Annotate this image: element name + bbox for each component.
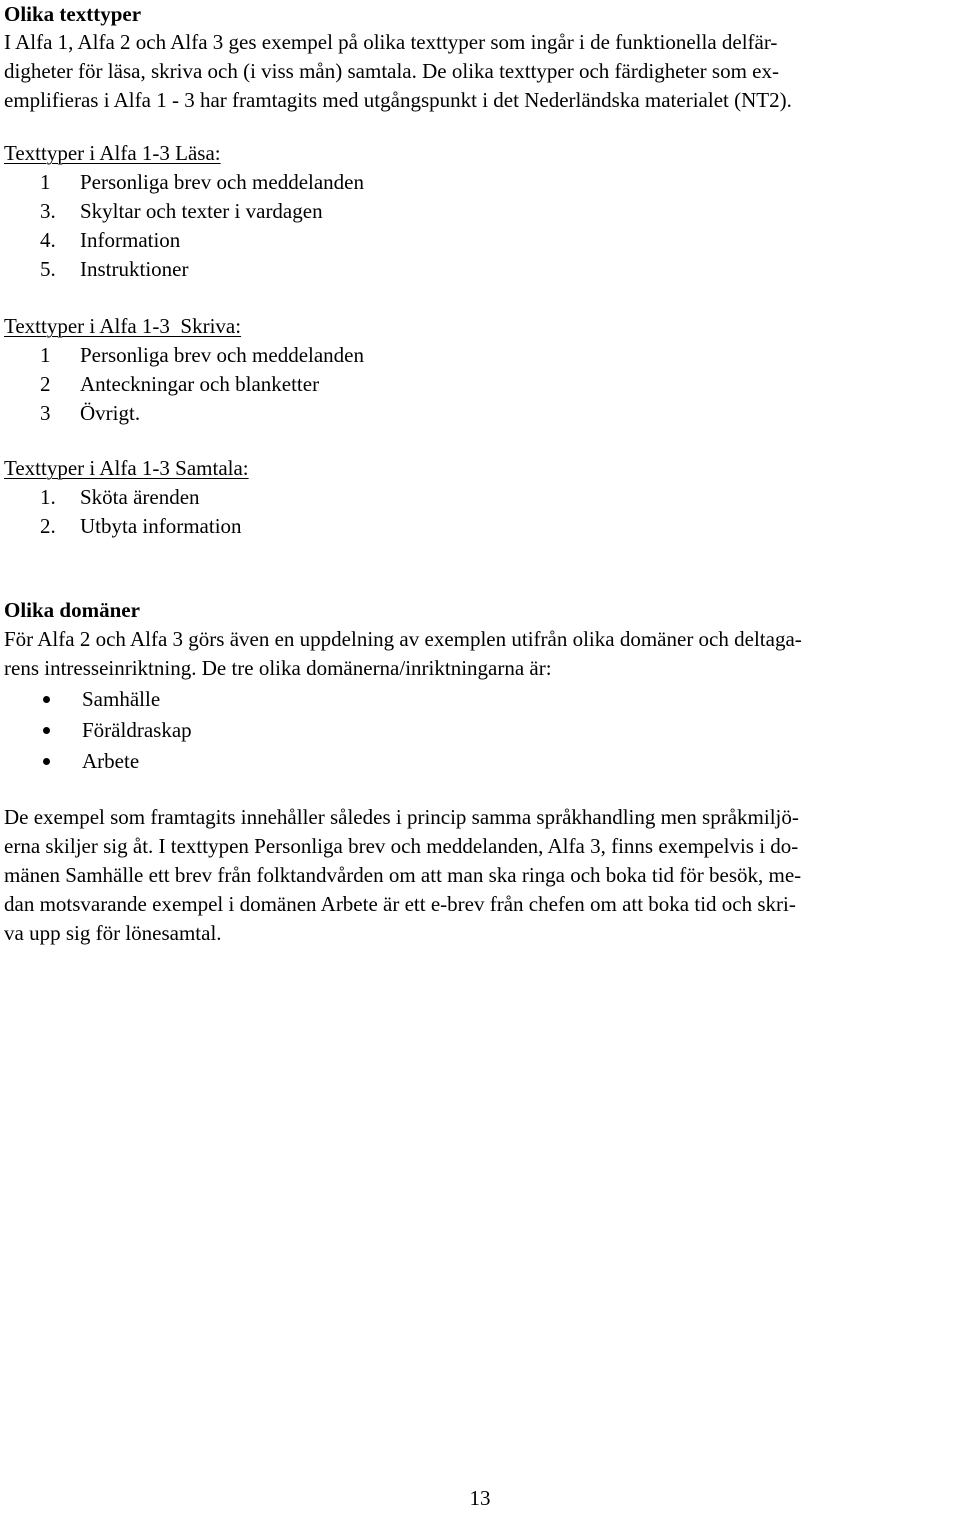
list-item [4,370,954,399]
bullet-text: Föräldraskap [82,718,192,742]
list-text: Skyltar och texter i vardagen [80,199,323,223]
domaner-intro-paragraph [4,625,954,683]
bullet-icon [43,696,50,703]
list-number: 2. [40,514,56,538]
list-item [4,168,954,197]
list-item [4,512,954,541]
list-item [4,226,954,255]
page-number: 13 [469,1486,491,1510]
list-text: Övrigt. [80,401,141,425]
intro-line: emplifieras i Alfa 1 - 3 har framtagits med utgångspunkt i det Nederländska materialet (NT2). [4,88,792,112]
bullet-icon [43,758,50,765]
closing-paragraph [4,803,954,948]
skriva-list [4,341,954,428]
samtala-list [4,483,954,541]
section-heading-texttyper: Olika texttyper [4,2,142,26]
intro-line: I Alfa 1, Alfa 2 och Alfa 3 ges exempel på olika texttyper som ingår i de funktionella delfär- [4,30,778,54]
lasa-list [4,168,954,284]
list-number: 1 [40,343,51,367]
subheading-lasa: Texttyper i Alfa 1-3 Läsa: [4,141,221,165]
list-item [4,399,954,428]
paragraph-line: va upp sig för lönesamtal. [4,921,222,945]
subheading-samtala: Texttyper i Alfa 1-3 Samtala: [4,456,249,480]
intro-line: digheter för läsa, skriva och (i viss mån) samtala. De olika texttyper och färdigheter som ex- [4,59,779,83]
paragraph-line: dan motsvarande exempel i domänen Arbete är ett e-brev från chefen om att boka tid och skri- [4,892,796,916]
list-item [4,483,954,512]
paragraph-line: erna skiljer sig åt. I texttypen Personliga brev och meddelanden, Alfa 3, finns exempelvis i do- [4,834,799,858]
list-item [4,341,954,370]
bullet-item [4,684,954,715]
paragraph-line: De exempel som framtagits innehåller således i princip samma språkhandling men språkmiljö- [4,805,799,829]
paragraph-line: mänen Samhälle ett brev från folktandvården om att man ska ringa och boka tid för besök, me- [4,863,802,887]
domain-bullet-list [4,684,954,777]
list-item [4,255,954,284]
list-number: 1. [40,485,56,509]
intro-paragraph [4,28,954,115]
list-number: 1 [40,170,51,194]
bullet-item [4,746,954,777]
list-text: Sköta ärenden [80,485,200,509]
bullet-icon [43,727,50,734]
subheading-skriva: Texttyper i Alfa 1-3 Skriva: [4,314,242,338]
list-number: 3 [40,401,51,425]
list-number: 3. [40,199,56,223]
list-number: 2 [40,372,51,396]
list-number: 4. [40,228,56,252]
paragraph-line: rens intresseinriktning. De tre olika domänerna/inriktningarna är: [4,656,552,680]
list-text: Personliga brev och meddelanden [80,170,364,194]
list-text: Utbyta information [80,514,242,538]
document-page [4,0,954,948]
list-number: 5. [40,257,56,281]
list-text: Anteckningar och blanketter [80,372,320,396]
list-text: Personliga brev och meddelanden [80,343,364,367]
list-text: Information [80,228,181,252]
list-item [4,197,954,226]
bullet-text: Samhälle [82,687,161,711]
list-text: Instruktioner [80,257,189,281]
section-heading-domaner: Olika domäner [4,598,140,622]
bullet-item [4,715,954,746]
bullet-text: Arbete [82,749,140,773]
paragraph-line: För Alfa 2 och Alfa 3 görs även en uppdelning av exemplen utifrån olika domäner och deltaga- [4,627,802,651]
